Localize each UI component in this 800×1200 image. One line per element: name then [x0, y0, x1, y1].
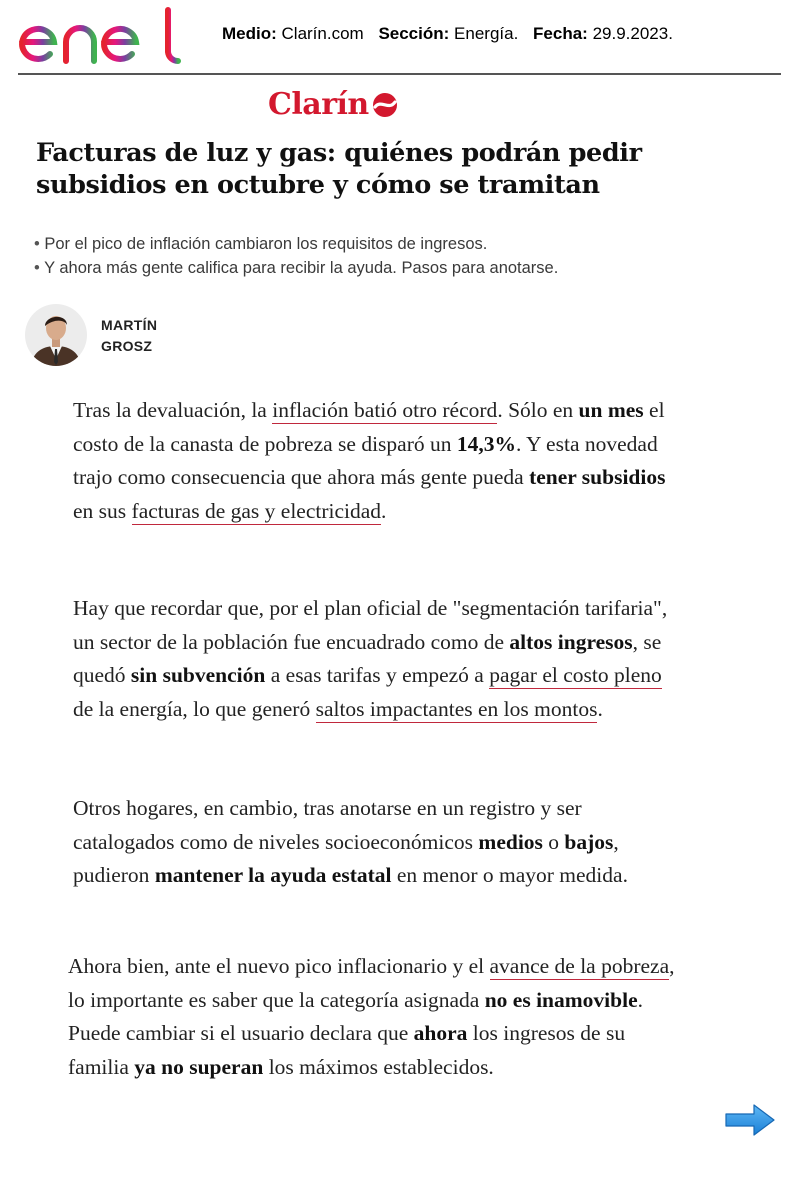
article-paragraph — [73, 394, 673, 528]
paragraph-text: . Y esta novedad trajo como consecuencia que ahora más gente pueda — [73, 431, 658, 489]
author-first-name: MARTÍN — [101, 317, 158, 333]
next-page-button[interactable] — [724, 1103, 776, 1137]
paragraph-text: los ingresos de su familia — [68, 1021, 626, 1079]
author-byline[interactable] — [101, 315, 157, 357]
emphasis-text: 14,3% — [456, 431, 516, 456]
emphasis-text: tener subsidios — [529, 465, 666, 489]
clipping-meta — [222, 24, 673, 44]
paragraph-text: Ahora bien, ante el nuevo pico inflacionario y el — [68, 954, 490, 978]
clarin-logo — [268, 84, 399, 124]
paragraph-text: . Puede cambiar si el usuario declara que — [68, 987, 643, 1045]
article-paragraph — [73, 792, 683, 893]
inline-link[interactable]: inflación batió otro récord — [272, 398, 498, 422]
article-headline: Facturas de luz y gas: quiénes podrán pedir subsidios en octubre y cómo se tramitan — [36, 138, 642, 200]
paragraph-text: Tras la devaluación, la — [73, 398, 273, 422]
paragraph-text: el costo de la canasta de pobreza se disparó un — [73, 398, 665, 456]
fecha-label: Fecha: — [533, 24, 588, 43]
author-avatar[interactable] — [25, 304, 87, 366]
enel-logo — [16, 4, 186, 68]
paragraph-text: los máximos establecidos. — [263, 1054, 494, 1079]
publication-name: Clarín — [268, 86, 369, 122]
paragraph-text: , lo importante es saber que la categoría asignada — [68, 954, 675, 1012]
paragraph-text: en sus — [73, 498, 132, 523]
paragraph-text: . — [381, 498, 387, 523]
article-paragraph — [73, 592, 673, 726]
paragraph-text: Hay que recordar que, por el plan oficial de "segmentación tarifaria", un sector de la población fue encuadrado como de — [73, 596, 668, 654]
emphasis-text: un mes — [578, 398, 644, 422]
inline-link[interactable]: avance de la pobreza — [489, 954, 670, 978]
paragraph-text: . — [597, 696, 603, 721]
paragraph-text: a esas tarifas y empezó a — [265, 663, 490, 687]
emphasis-text: ahora — [413, 1021, 468, 1045]
paragraph-text: Otros hogares, en cambio, tras anotarse en un registro y ser catalogados como de niveles socioeconómicos — [73, 796, 582, 854]
medio-value: Clarín.com — [281, 24, 364, 43]
inline-link[interactable]: saltos impactantes en los montos — [315, 696, 598, 721]
paragraph-text: o — [542, 829, 565, 854]
paragraph-text: , pudieron — [73, 829, 619, 887]
inline-link[interactable]: pagar el costo pleno — [489, 663, 662, 687]
emphasis-text: no es inamovible — [484, 987, 638, 1012]
header-divider — [18, 73, 781, 75]
emphasis-text: altos ingresos — [509, 629, 633, 654]
article-paragraph — [68, 950, 678, 1084]
medio-label: Medio: — [222, 24, 277, 43]
emphasis-text: medios — [478, 829, 543, 854]
inline-link[interactable]: facturas de gas y electricidad — [131, 498, 382, 523]
article-summary — [34, 232, 754, 280]
fecha-value: 29.9.2023. — [592, 24, 673, 43]
paragraph-text: en menor o mayor medida. — [391, 863, 628, 887]
summary-bullet: • Por el pico de inflación cambiaron los requisitos de ingresos. — [34, 232, 754, 256]
paragraph-text: , se quedó — [73, 629, 662, 687]
emphasis-text: sin subvención — [130, 663, 266, 687]
emphasis-text: mantener la ayuda estatal — [154, 863, 392, 887]
seccion-value: Energía. — [454, 24, 519, 43]
author-last-name: GROSZ — [101, 338, 153, 354]
paragraph-text: de la energía, lo que generó — [73, 696, 316, 721]
clarin-mark-icon — [371, 91, 399, 119]
emphasis-text: ya no superan — [134, 1054, 264, 1079]
summary-bullet: • Y ahora más gente califica para recibir la ayuda. Pasos para anotarse. — [34, 256, 754, 280]
paragraph-text: . Sólo en — [497, 398, 579, 422]
seccion-label: Sección: — [378, 24, 450, 43]
emphasis-text: bajos — [564, 829, 614, 854]
arrow-right-icon — [724, 1103, 776, 1137]
enel-logo-text: enel — [16, 4, 18, 5]
